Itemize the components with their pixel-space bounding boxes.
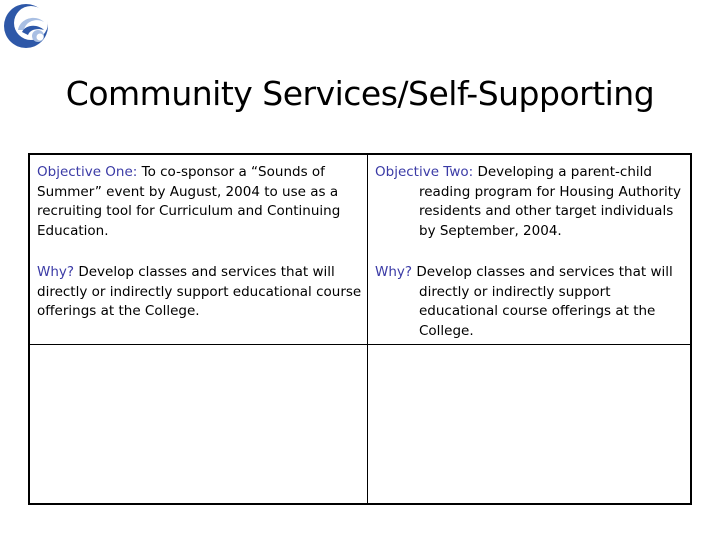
why-two-cell	[375, 263, 685, 341]
page-title: Community Services/Self-Supporting	[65, 74, 655, 113]
why-two-text: Develop classes and services that will directly or indirectly support educational course offerings at the College.	[412, 264, 673, 339]
objective-one-text: To co-sponsor a “Sounds of Summer” event by August, 2004 to use as a recruiting tool for Curriculum and Continuing Education.	[37, 164, 341, 239]
column-divider	[367, 155, 368, 503]
objectives-table	[28, 153, 692, 505]
why-one-label: Why?	[37, 264, 75, 280]
objective-one-label: Objective One:	[37, 164, 138, 180]
college-logo-icon	[2, 2, 50, 50]
row-divider	[30, 344, 690, 345]
objective-two-label: Objective Two:	[375, 164, 474, 180]
why-two-label: Why?	[375, 264, 413, 280]
objective-two-text: Developing a parent-child reading program for Housing Authority residents and other target individuals by September, 2004.	[419, 164, 681, 239]
objective-one-cell	[37, 163, 362, 241]
objective-two-cell	[375, 163, 685, 241]
why-one-text: Develop classes and services that will directly or indirectly support educational course offerings at the College.	[37, 264, 362, 319]
why-one-cell	[37, 263, 362, 322]
